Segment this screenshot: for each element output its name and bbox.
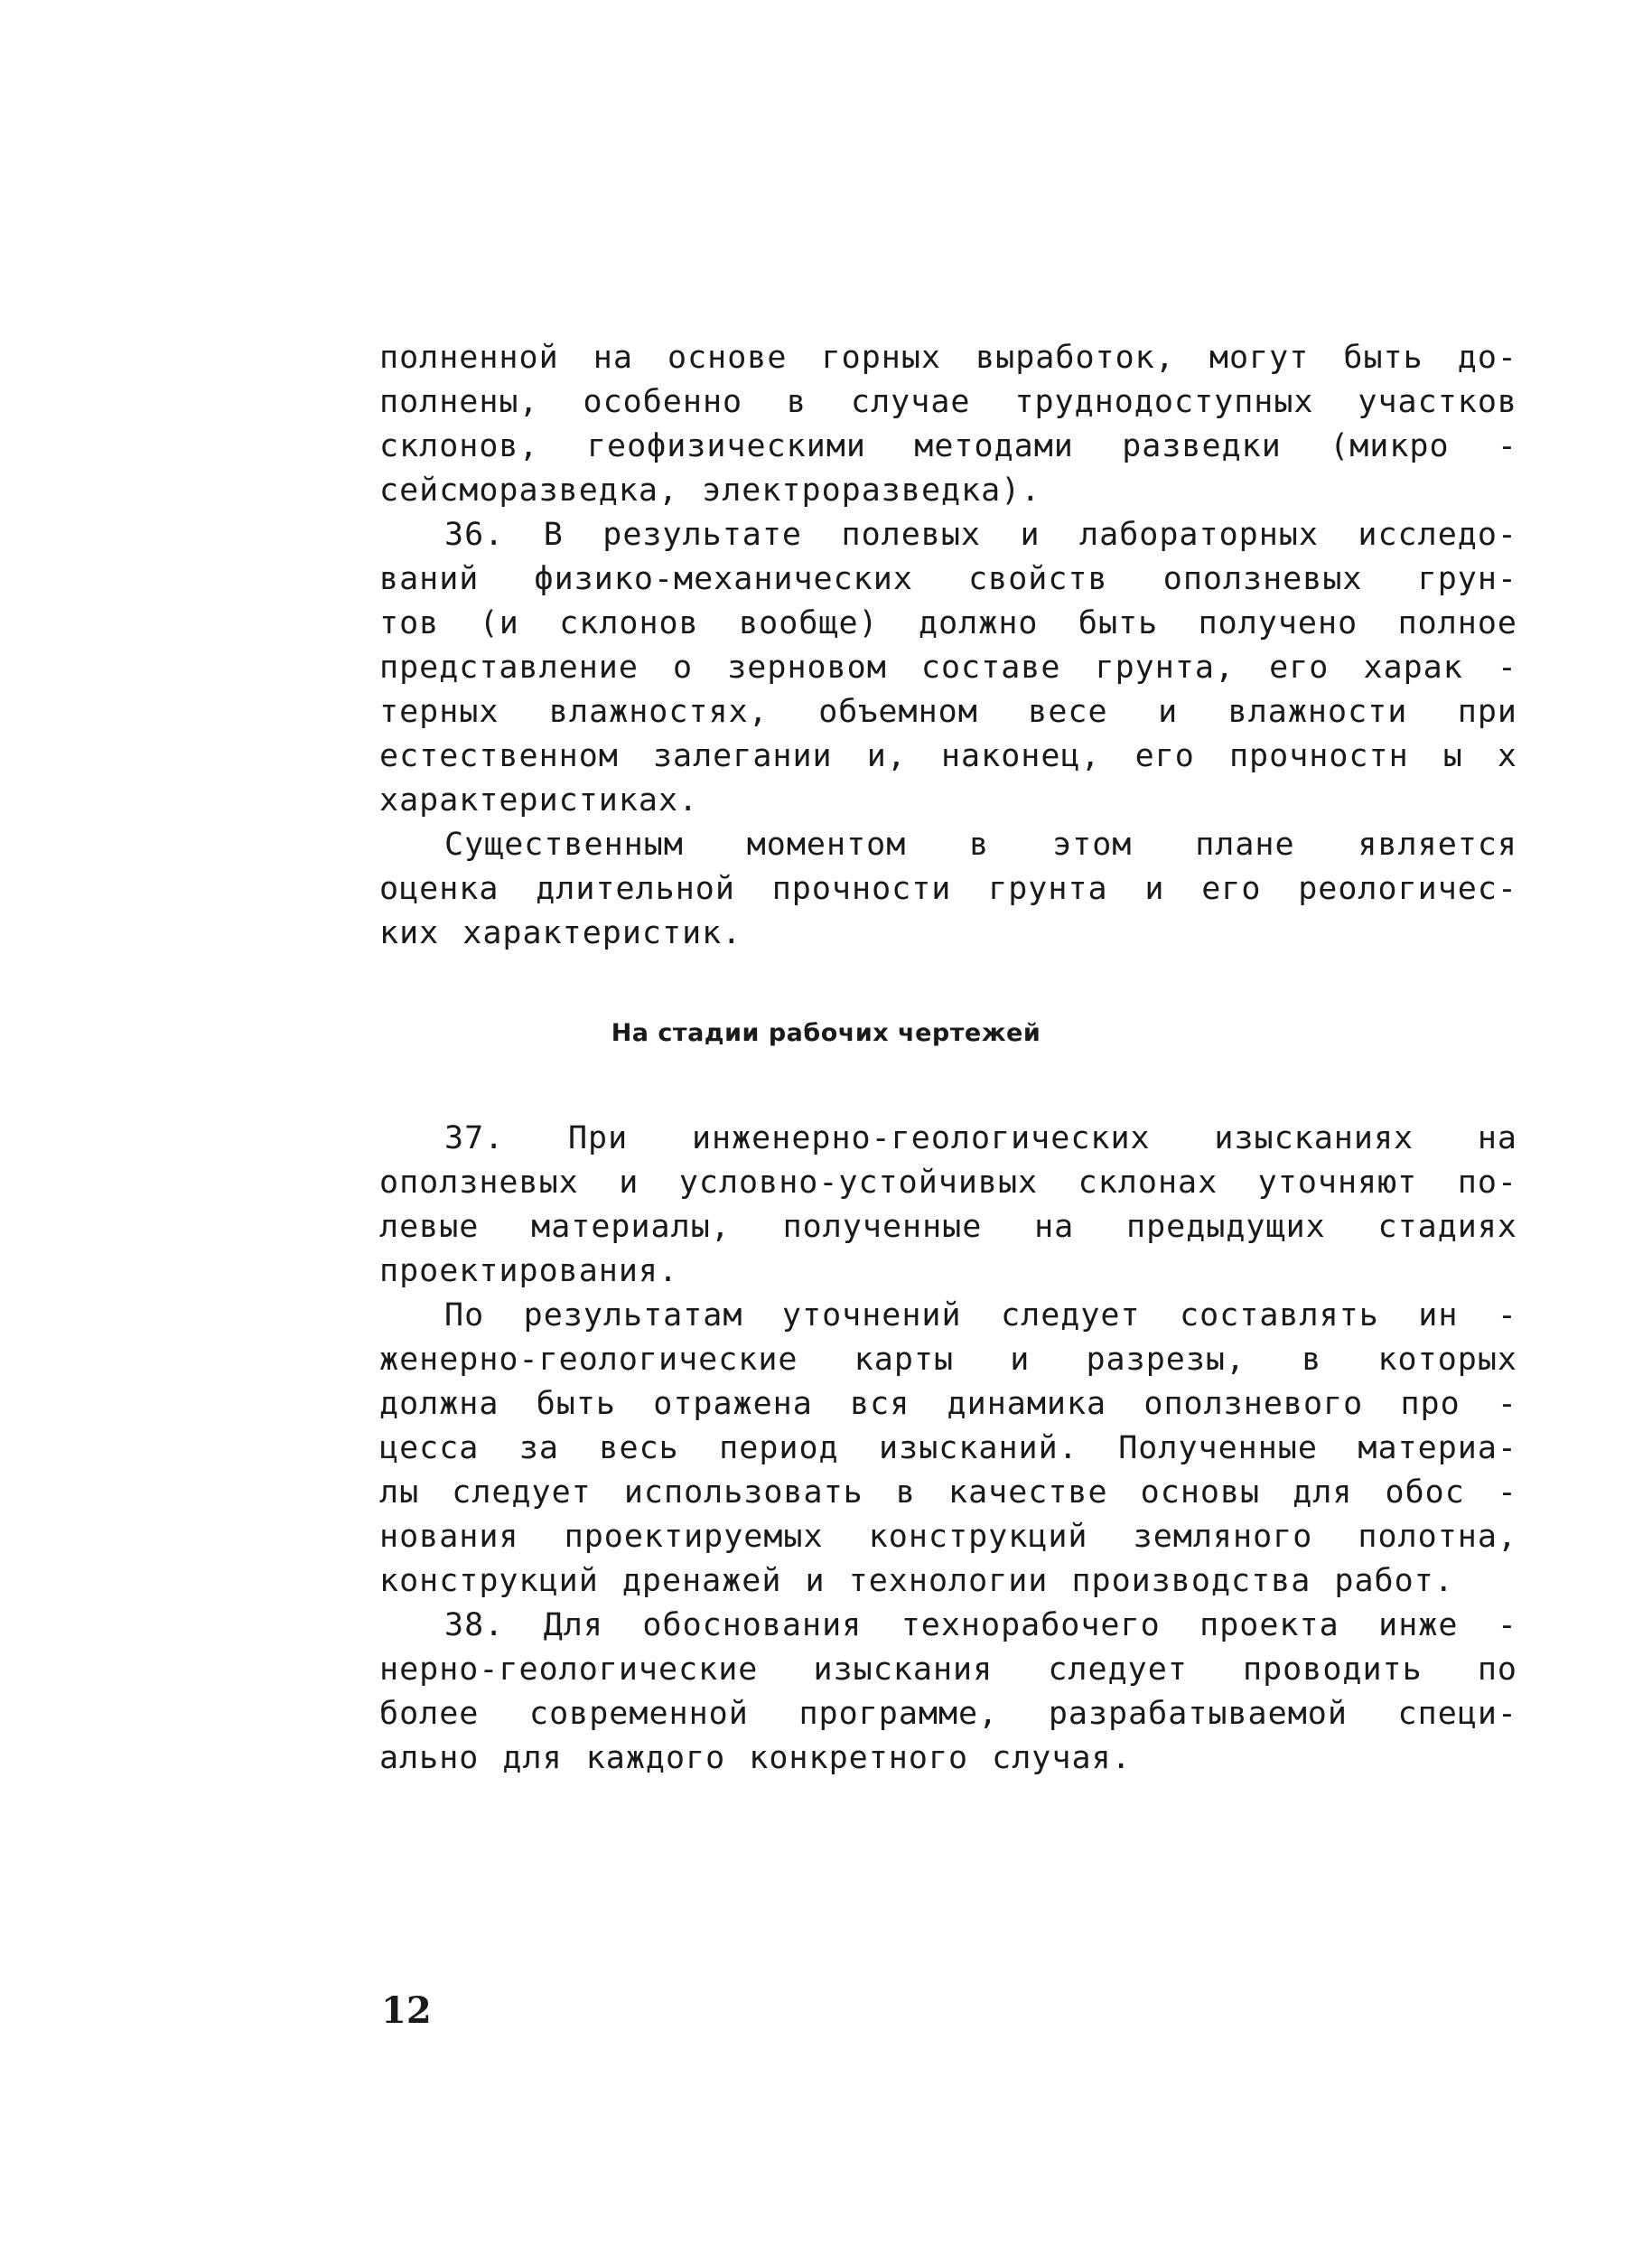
page-number: 12 xyxy=(381,1989,432,2032)
text-line: склонов, геофизическими методами разведки (микро - xyxy=(379,428,1517,464)
text-line: полненной на основе горных выработок, могут быть до- xyxy=(379,340,1517,376)
text-line: конструкций дренажей и технологии производства работ. xyxy=(379,1563,1454,1599)
paragraph-start: По результатам уточнений следует составлять ин - xyxy=(444,1297,1517,1333)
text-line: оценка длительной прочности грунта и его реологичес- xyxy=(379,871,1517,907)
paragraph-start: Существенным моментом в этом плане является xyxy=(444,827,1517,863)
text-line: полнены, особенно в случае труднодоступных участков xyxy=(379,384,1517,420)
text-line: ально для каждого конкретного случая. xyxy=(379,1740,1132,1776)
text-line: терных влажностях, объемном весе и влажности при xyxy=(379,694,1517,730)
paragraph-37-start: 37. При инженерно-геологических изысканиях на xyxy=(444,1120,1517,1156)
text-line: более современной программе, разрабатываемой специ- xyxy=(379,1696,1517,1732)
text-line: лы следует использовать в качестве основы для обос - xyxy=(379,1474,1517,1511)
text-line: должна быть отражена вся динамика оползневого про - xyxy=(379,1386,1517,1422)
paragraph-38-start: 38. Для обоснования технорабочего проекта инже - xyxy=(444,1607,1517,1643)
text-line: сейсморазведка, электроразведка). xyxy=(379,473,1041,509)
text-line: оползневых и условно-устойчивых склонах уточняют по- xyxy=(379,1165,1517,1201)
text-line: характеристиках. xyxy=(379,782,699,819)
text-line: тов (и склонов вообще) должно быть получено полное xyxy=(379,605,1517,641)
text-line: ких характеристик. xyxy=(379,915,742,951)
text-block-top xyxy=(379,336,1517,956)
text-line: представление о зерновом составе грунта, его харак - xyxy=(379,650,1517,686)
text-line: ваний физико-механических свойств оползневых грун- xyxy=(379,561,1517,597)
section-heading: На стадии рабочих чертежей xyxy=(611,1019,1041,1047)
text-line: цесса за весь период изысканий. Полученные материа- xyxy=(379,1430,1517,1466)
text-line: проектирования. xyxy=(379,1253,679,1289)
text-line: женерно-геологические карты и разрезы, в которых xyxy=(379,1342,1517,1378)
text-line: нования проектируемых конструкций земляного полотна, xyxy=(379,1519,1517,1555)
text-line: естественном залегании и, наконец, его прочностн ы х xyxy=(379,738,1517,774)
text-line: нерно-геологические изыскания следует проводить по xyxy=(379,1651,1517,1688)
text-block-bottom xyxy=(379,1117,1517,1781)
paragraph-36-start: 36. В результате полевых и лабораторных исследо- xyxy=(444,517,1517,553)
text-line: левые материалы, полученные на предыдущих стадиях xyxy=(379,1209,1517,1245)
